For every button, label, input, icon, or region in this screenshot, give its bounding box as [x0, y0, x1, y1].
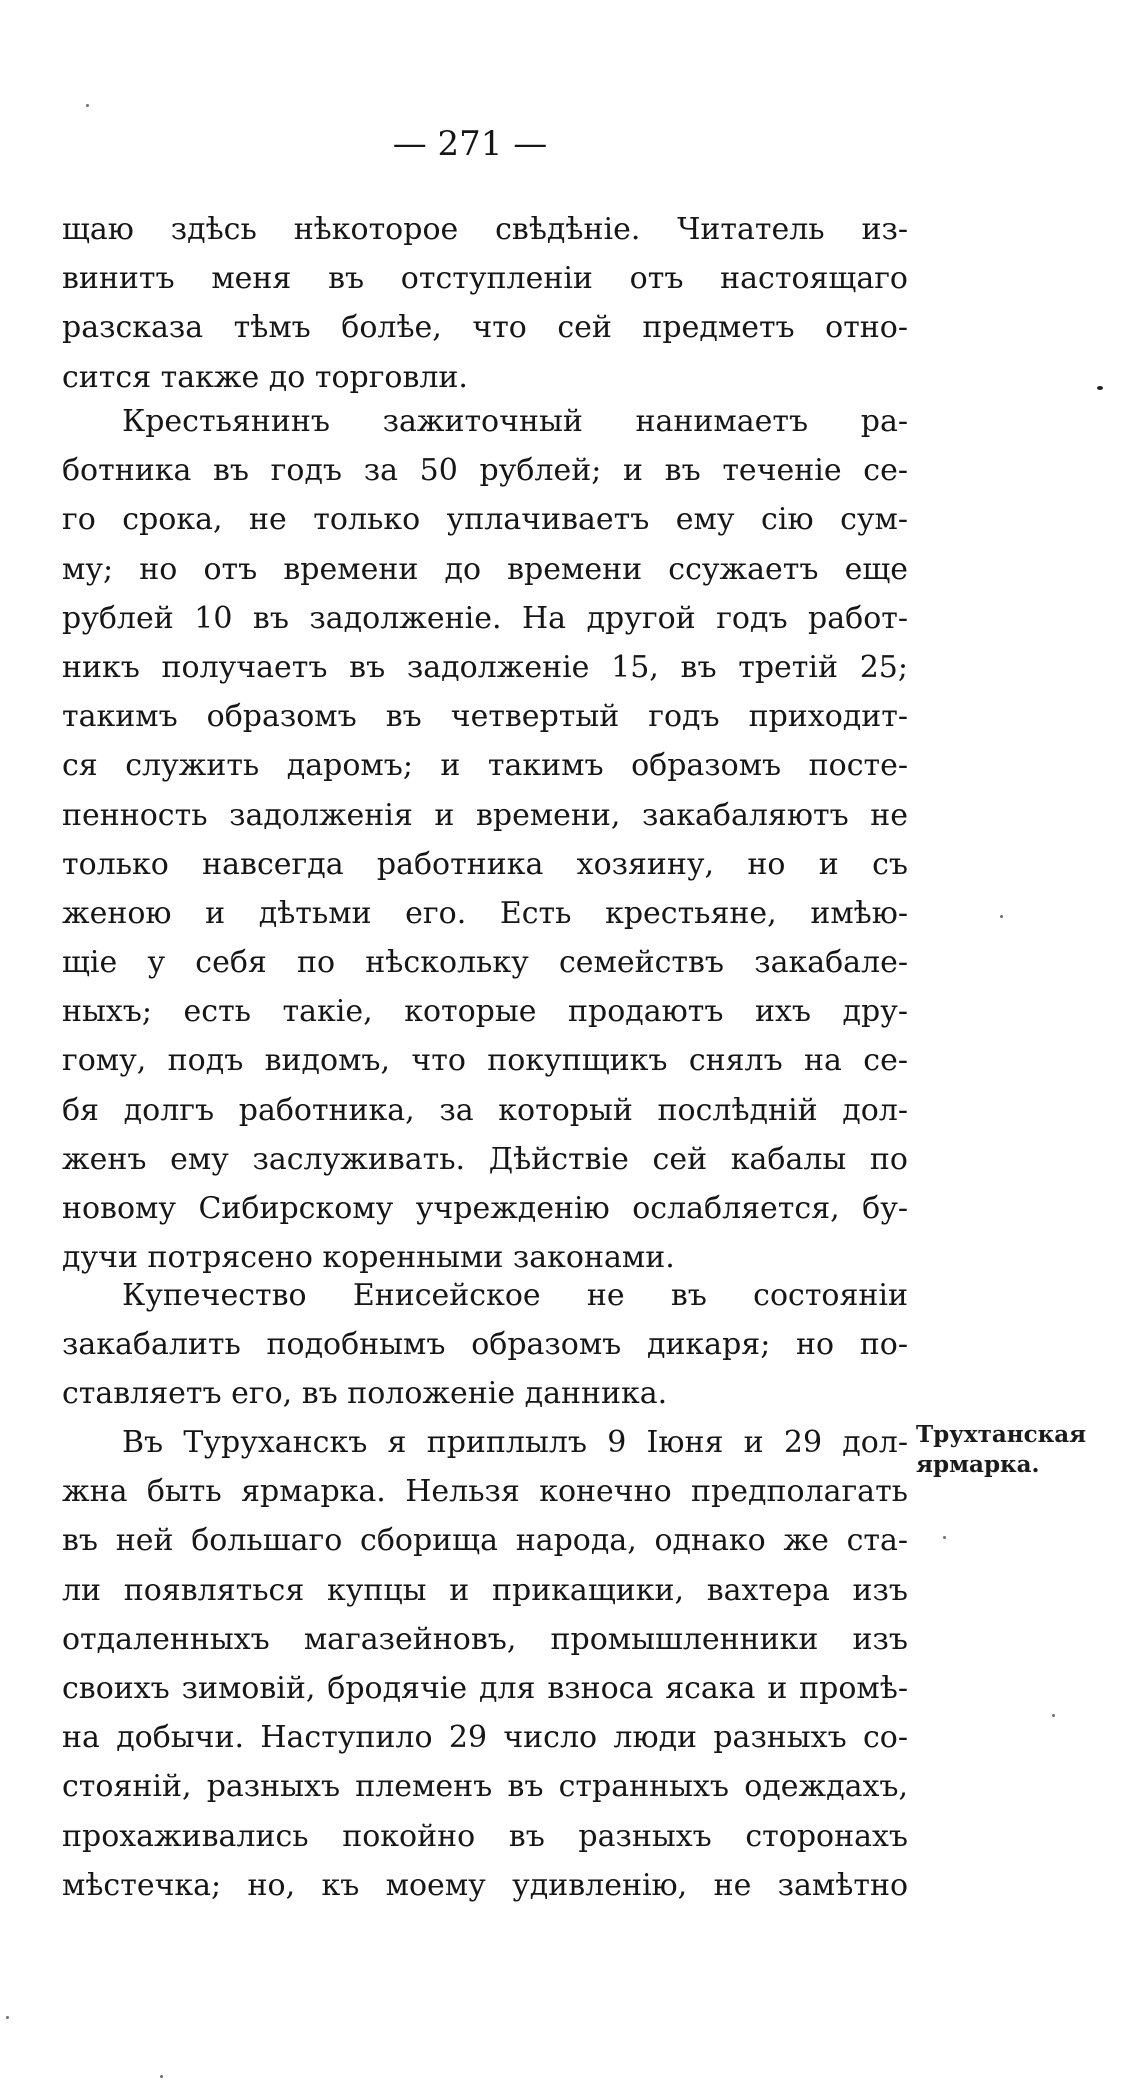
text-line: винитъ меня въ отступленiи отъ настоящаго: [62, 261, 908, 297]
text-line: ставляетъ его, въ положенiе данника.: [62, 1376, 668, 1412]
scan-speck: [1000, 915, 1003, 918]
scan-speck: [160, 2075, 163, 2078]
text-line: пенность задолженiя и времени, закабаляютъ не: [62, 797, 908, 833]
text-line: сится также до торговли.: [62, 359, 468, 395]
text-line: закабалить подобнымъ образомъ дикаря; но по-: [62, 1327, 908, 1363]
text-line: никъ получаетъ въ задолженiе 15, въ третiй 25;: [62, 649, 908, 685]
text-line: такимъ образомъ въ четвертый годъ приходит-: [62, 699, 908, 735]
paragraph-1: [62, 205, 908, 402]
text-line: отдаленныхъ магазейновъ, промышленники изъ: [62, 1621, 908, 1657]
scan-speck: [6, 2016, 9, 2019]
text-line: мѣстечка; но, къ моему удивленiю, не замѣтно: [62, 1867, 908, 1903]
text-line: дучи потрясено коренными законами.: [62, 1240, 675, 1276]
text-line: Въ Туруханскъ я приплылъ 9 Iюня и 29 дол-: [122, 1425, 908, 1460]
text-line: прохаживались покойно въ разныхъ сторонахъ: [62, 1818, 908, 1854]
text-line: жна быть ярмарка. Нельзя конечно предполагать: [62, 1474, 908, 1510]
text-line: женъ ему заслуживать. Дѣйствiе сей кабалы по: [62, 1141, 908, 1177]
text-line: бя долгъ работника, за который послѣднiй дол-: [62, 1092, 908, 1128]
paragraph-3: [62, 1271, 908, 1419]
text-line: на добычи. Наступило 29 число люди разныхъ со-: [62, 1720, 908, 1756]
text-line: ботника въ годъ за 50 рублей; и въ теченiе се-: [62, 453, 908, 489]
text-line: щаю здѣсь нѣкоторое свѣдѣнiе. Читатель из-: [62, 212, 908, 247]
text-line: Купечество Енисейское не въ состоянiи: [122, 1278, 908, 1313]
text-line: ся служить даромъ; и такимъ образомъ посте-: [62, 748, 908, 784]
scan-speck: [1052, 1714, 1055, 1717]
text-line: го срока, не только уплачиваетъ ему сiю сум-: [62, 502, 908, 538]
margin-note-line: Трухтанская: [916, 1421, 1087, 1448]
scan-speck: [86, 104, 89, 107]
text-line: своихъ зимовiй, бродячiе для взноса ясака и промѣ-: [62, 1670, 908, 1706]
scan-speck: [1097, 386, 1103, 390]
text-line: только навсегда работника хозяину, но и съ: [62, 846, 908, 882]
text-line: ныхъ; есть такiе, которые продаютъ ихъ дру-: [62, 994, 908, 1030]
text-line: новому Сибирскому учрежденiю ослабляется, бу-: [62, 1191, 908, 1226]
text-line: рублей 10 въ задолженiе. На другой годъ работ-: [62, 600, 908, 636]
margin-note: [916, 1420, 1132, 1480]
text-line: ли появляться купцы и прикащики, вахтера изъ: [62, 1572, 908, 1608]
text-line: Крестьянинъ зажиточный нанимаетъ ра-: [122, 404, 908, 439]
text-line: разсказа тѣмъ болѣе, что сей предметъ отно-: [62, 310, 908, 346]
text-line: гому, подъ видомъ, что покупщикъ снялъ на се-: [62, 1043, 908, 1079]
paragraph-2: [62, 397, 908, 1282]
paragraph-4: [62, 1418, 908, 1910]
text-line: щiе у себя по нѣскольку семействъ закабале-: [62, 945, 908, 981]
text-line: въ ней большаго сборища народа, однако же ста-: [62, 1523, 908, 1559]
page-number: — 271 —: [392, 124, 548, 164]
margin-note-line: ярмарка.: [916, 1451, 1040, 1478]
text-line: стоянiй, разныхъ племенъ въ странныхъ одеждахъ,: [62, 1769, 908, 1805]
text-line: женою и дѣтьми его. Есть крестьяне, имѣю-: [62, 895, 908, 931]
scan-speck: [943, 1536, 946, 1539]
text-line: му; но отъ времени до времени ссужаетъ еще: [62, 551, 908, 587]
